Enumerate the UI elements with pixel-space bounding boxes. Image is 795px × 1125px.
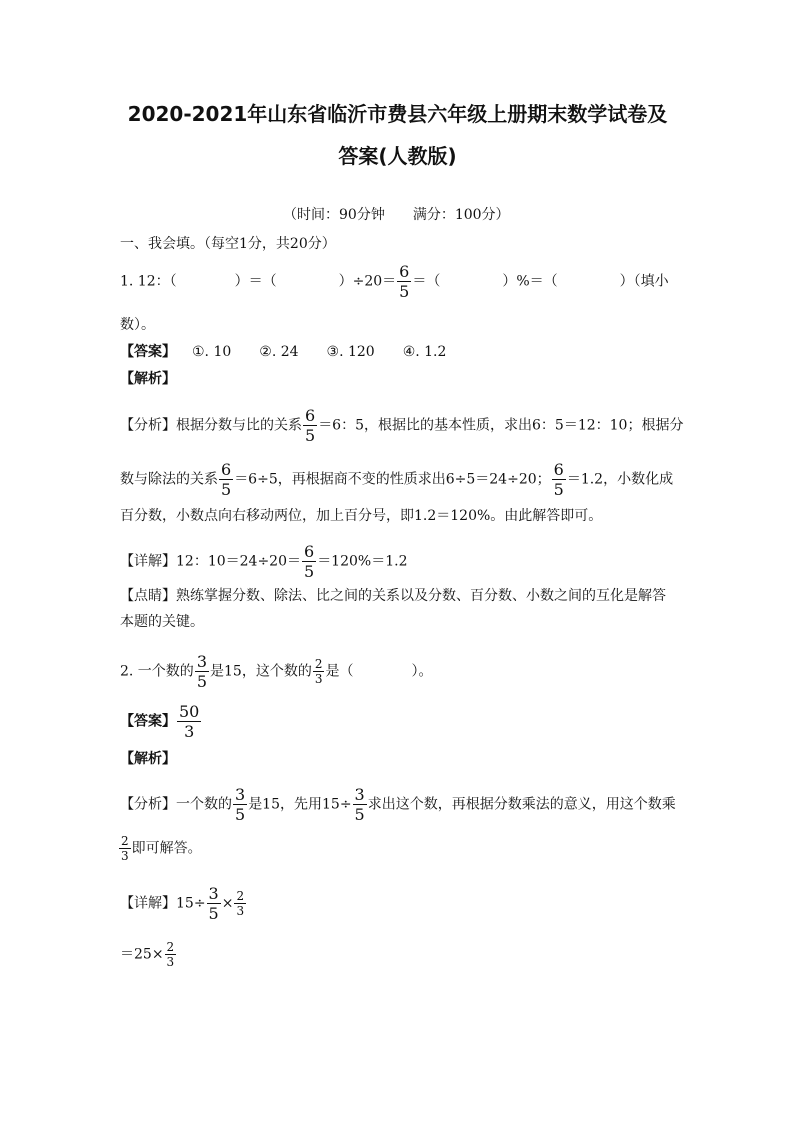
analysis-label: 【解析】 bbox=[120, 371, 176, 387]
question-1: 1. 12：（ ）＝（ ）÷20＝ $\frac{6}{5}$ ＝（ ）%＝（ ）（填小 bbox=[120, 262, 669, 301]
detail-2-line-1: 【详解】15÷ $\frac{3}{5}$ × $\frac{2}{3}$ bbox=[120, 884, 245, 923]
remark-line-2: 本题的关键。 bbox=[120, 614, 204, 630]
exam-info: （时间：90分钟 满分：100分） bbox=[283, 207, 510, 223]
analysis-label-2: 【解析】 bbox=[120, 751, 176, 767]
analysis-2-line-2: $\frac{2}{3}$ 即可解答。 bbox=[121, 834, 202, 863]
analysis-line-1: 【分析】根据分数与比的关系 $\frac{6}{5}$ ＝6：5，根据比的基本性质，求出6：5＝12：10；根据分 bbox=[120, 406, 684, 445]
analysis-line-2: 数与除法的关系 $\frac{6}{5}$ ＝6÷5，再根据商不变的性质求出6÷5＝24÷20； $\frac{6}{5}$ ＝1.2，小数化成 bbox=[120, 460, 674, 499]
remark-line-1: 【点睛】熟练掌握分数、除法、比之间的关系以及分数、百分数、小数之间的互化是解答 bbox=[120, 588, 666, 604]
question-2: 2. 一个数的 $\frac{3}{5}$ 是15，这个数的 $\frac{2}{3}$ 是（ ）。 bbox=[120, 652, 433, 691]
fraction: $\frac{6}{5}$ bbox=[399, 262, 410, 301]
answer-row-2: 【答案】 $\frac{50}{3}$ bbox=[120, 702, 200, 741]
analysis-line-3: 百分数，小数点向右移动两位，加上百分号，即1.2＝120%。由此解答即可。 bbox=[120, 508, 603, 524]
detail-2-line-2: ＝25× $\frac{2}{3}$ bbox=[120, 940, 175, 969]
detail-line: 【详解】12：10＝24÷20＝ $\frac{6}{5}$ ＝120%＝1.2 bbox=[120, 542, 408, 581]
answer-row: 【答案】 ①. 10 ②. 24 ③. 120 ④. 1.2 bbox=[120, 344, 447, 360]
document-title-line-2: 答案(人教版) bbox=[338, 144, 457, 168]
document-title-line-1: 2020-2021年山东省临沂市费县六年级上册期末数学试卷及 bbox=[127, 102, 668, 126]
question-1-continued: 数）。 bbox=[120, 317, 155, 333]
section-heading: 一、我会填。（每空1分，共20分） bbox=[120, 236, 336, 252]
analysis-2-line-1: 【分析】一个数的 $\frac{3}{5}$ 是15，先用15÷ $\frac{3}{5}$ 求出这个数，再根据分数乘法的意义，用这个数乘 bbox=[120, 785, 676, 824]
